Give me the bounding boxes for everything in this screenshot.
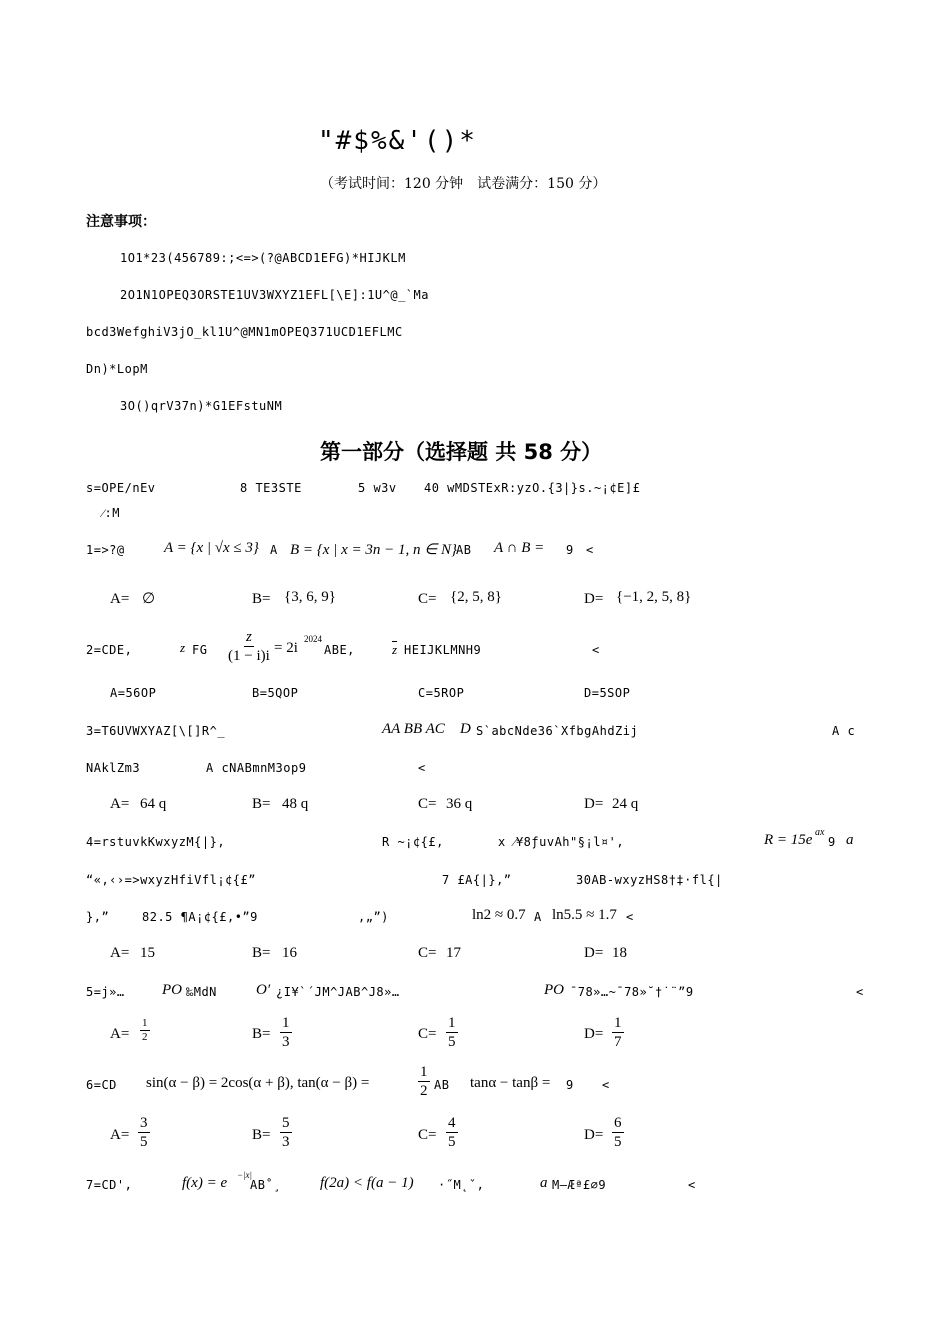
q5-stem-g: < [856, 985, 864, 999]
q7-function: f(x) = e [182, 1175, 228, 1191]
q1-stem-d: AB [456, 543, 472, 557]
q2-frac-num: z [245, 629, 252, 645]
q6-stem-e: < [602, 1078, 610, 1092]
q1-number: 1=>?@ [86, 543, 125, 557]
q1-stem-f: 9 [566, 543, 574, 557]
q4-exponent: ax [815, 827, 825, 838]
section-intro-a: s=OPE/nEv [86, 481, 156, 495]
q4-line2-b: 7 £A{|},” [442, 873, 512, 887]
section-intro-e: ⁄:M [102, 506, 120, 520]
q6-option-d-label: D= [584, 1127, 604, 1143]
q3-option-a-label: A= [110, 796, 130, 812]
q3-option-c-value: 36 q [446, 796, 473, 812]
q2-exponent: 2024 [304, 634, 322, 644]
q4-number: 4=rstuvkKwxyzM{|}, [86, 835, 226, 849]
q4-option-d-label: D= [584, 945, 604, 961]
q3-option-b-value: 48 q [282, 796, 309, 812]
q1-intersection: A ∩ B = [494, 540, 545, 556]
q2-stem-d: ABE, [324, 643, 355, 657]
section-intro-d: 40 wMDSTExR:yzO.{3|}s.~¡¢E]£ [424, 481, 641, 495]
q4-option-c-value: 17 [446, 945, 461, 961]
section-intro-c: 5 w3v [358, 481, 397, 495]
q4-option-d-value: 18 [612, 945, 627, 961]
q7-stem-g: < [688, 1178, 696, 1192]
q7-stem-f: M—Æª£∅9 [552, 1178, 607, 1192]
notice-item-2a: 2O1N1OPEQ3ORSTE1UV3WXYZ1EFL[\E]:1U^@_`Ma [120, 288, 429, 302]
q1-stem-g: < [586, 543, 594, 557]
q2-stem-f: HEIJKLMNH9 [404, 643, 482, 657]
q1-option-d-value: {−1, 2, 5, 8} [616, 589, 692, 605]
q7-stem-d: ·˝M˛ˇ, [438, 1178, 485, 1192]
q4-formula: R = 15e [764, 832, 813, 848]
q3-line2-c: < [418, 761, 426, 775]
q6-frac-den: 2 [420, 1083, 428, 1099]
q6-option-c-label: C= [418, 1127, 437, 1143]
q1-option-a-value: ∅ [142, 591, 156, 607]
q6-frac-num: 1 [420, 1064, 428, 1080]
q5-d-num: 1 [614, 1015, 622, 1031]
q2-equals: = 2i [274, 640, 298, 656]
q7-var-a: a [540, 1175, 548, 1191]
section-title: 第一部分（选择题 共 58 分） [320, 440, 603, 464]
q6-option-b-label: B= [252, 1127, 271, 1143]
q6-option-a-frac [138, 1114, 150, 1151]
q2-option-d: D=5SOP [584, 686, 631, 700]
q5-stem-b: ‰MdN [186, 985, 217, 999]
q7-stem-b: AB˚¸ [250, 1178, 281, 1192]
q5-a-num: 1 [142, 1017, 148, 1029]
q4-option-c-label: C= [418, 945, 437, 961]
q6-option-b-frac [280, 1114, 292, 1151]
q2-option-a: A=56OP [110, 686, 157, 700]
q5-option-c-frac [446, 1014, 458, 1051]
exam-title: "#$%&'()* [318, 126, 477, 156]
q5-option-a-label: A= [110, 1026, 130, 1042]
q2-number: 2=CDE, [86, 643, 133, 657]
q6-a-num: 3 [140, 1115, 148, 1131]
q4-line3-g: < [626, 910, 634, 924]
q4-option-b-label: B= [252, 945, 271, 961]
q7-number: 7=CD', [86, 1178, 133, 1192]
q2-conj-z: $\overline{z}$ [392, 642, 398, 657]
notice-item-3: 3O()qrV37n)*G1EFstuNM [120, 399, 283, 413]
q1-option-b-label: B= [252, 591, 271, 607]
q1-option-c-value: {2, 5, 8} [450, 589, 502, 605]
q1-set-b: B = {x | x = 3n − 1, n ∈ N} [290, 542, 458, 558]
q4-option-a-value: 15 [140, 945, 155, 961]
q6-a-den: 5 [140, 1134, 148, 1150]
q2-stem-g: < [592, 643, 600, 657]
q6-c-den: 5 [448, 1134, 456, 1150]
q4-stem-b: x ⁄¥8ƒuvAh"§¡l¤', [498, 835, 625, 849]
q5-oprime: O′ [256, 982, 271, 998]
q4-line3-b: 82.5 ¶A¡¢{£,•”9 [142, 910, 258, 924]
q4-line3-c: ‚„”) [358, 910, 389, 924]
q2-option-c: C=5ROP [418, 686, 465, 700]
q5-b-den: 3 [282, 1034, 290, 1050]
q3-stem-c: S`abcNde36`XfbgAhdZij [476, 724, 639, 738]
exam-subtitle: （考试时间：120 分钟 试卷满分：150 分） [320, 176, 607, 192]
q3-number: 3=T6UVWXYAZ[\[]R^_ [86, 724, 226, 738]
q1-option-d-label: D= [584, 591, 604, 607]
q3-line2-a: NAklZm3 [86, 761, 141, 775]
q6-option-a-label: A= [110, 1127, 130, 1143]
q4-stem-a: R ~¡¢{£, [382, 835, 444, 849]
q3-line2-b: A cNABmnM3op9 [206, 761, 307, 775]
q4-line2-a: “«,‹›=>wxyzHfiVfl¡¢{£” [86, 873, 256, 887]
q2-fraction [226, 628, 272, 665]
q3-stem-d: A c [832, 724, 856, 738]
q5-d-den: 7 [614, 1034, 622, 1050]
q3-option-a-value: 64 q [140, 796, 167, 812]
q3-option-d-value: 24 q [612, 796, 639, 812]
q6-stem-d: 9 [566, 1078, 574, 1092]
q2-frac-den: (1 − i)i [228, 648, 270, 664]
q6-stem-b: AB [434, 1078, 450, 1092]
notice-item-2b: bcd3WefghiV3jO_kl1U^@MN1mOPEQ371UCD1EFLMC [86, 325, 403, 339]
q5-option-d-frac [612, 1014, 624, 1051]
q1-option-b-value: {3, 6, 9} [284, 589, 336, 605]
q5-option-b-label: B= [252, 1026, 271, 1042]
q6-c-num: 4 [448, 1115, 456, 1131]
q4-var-a: a [846, 832, 854, 848]
section-intro-b: 8 TE3STE [240, 481, 302, 495]
notice-item-2c: Dn)*LopM [86, 362, 148, 376]
q1-option-a-label: A= [110, 591, 130, 607]
q5-b-num: 1 [282, 1015, 290, 1031]
q5-c-num: 1 [448, 1015, 456, 1031]
q6-target: tanα − tanβ = [470, 1075, 551, 1091]
q4-stem-d: 9 [828, 835, 836, 849]
q5-option-d-label: D= [584, 1026, 604, 1042]
q1-set-a: A = {x | √x ≤ 3} [164, 540, 259, 556]
q6-option-d-frac [612, 1114, 624, 1151]
q5-option-c-label: C= [418, 1026, 437, 1042]
q5-number: 5=j»… [86, 985, 125, 999]
notice-heading: 注意事项： [86, 214, 156, 230]
q7-exponent: −|x| [237, 1170, 253, 1180]
q6-fraction [418, 1063, 430, 1100]
q4-option-a-label: A= [110, 945, 130, 961]
q6-b-den: 3 [282, 1134, 290, 1150]
q5-stem-f: ¯78»…~¯78»˘†˙¨”9 [570, 985, 694, 999]
q6-equation: sin(α − β) = 2cos(α + β), tan(α − β) = [146, 1075, 370, 1091]
q3-option-c-label: C= [418, 796, 437, 812]
q6-d-num: 6 [614, 1115, 622, 1131]
q5-option-b-frac [280, 1014, 292, 1051]
q3-points: AA BB AC [382, 721, 445, 737]
q2-stem-b: FG [192, 643, 208, 657]
q7-inequality: f(2a) < f(a − 1) [320, 1175, 414, 1191]
q4-option-b-value: 16 [282, 945, 297, 961]
q6-option-c-frac [446, 1114, 458, 1151]
q5-po-2: PO [544, 982, 564, 998]
q4-line2-c: 30AB-wxyzHS8†‡·fl{| [576, 873, 723, 887]
q4-ln55: ln5.5 ≈ 1.7 [552, 907, 617, 923]
q5-c-den: 5 [448, 1034, 456, 1050]
q3-option-b-label: B= [252, 796, 271, 812]
q5-stem-d: ¿I¥`´JM^JAB^J8»… [276, 985, 400, 999]
q2-option-b: B=5QOP [252, 686, 299, 700]
q6-b-num: 5 [282, 1115, 290, 1131]
q4-line3-a: },” [86, 910, 110, 924]
q6-d-den: 5 [614, 1134, 622, 1150]
q2-var-z: z [180, 640, 186, 655]
q3-point-d: D [460, 721, 471, 737]
q5-po: PO [162, 982, 182, 998]
q1-stem-b: A [270, 543, 278, 557]
q5-a-den: 2 [142, 1031, 148, 1043]
q4-ln2: ln2 ≈ 0.7 [472, 907, 526, 923]
q1-option-c-label: C= [418, 591, 437, 607]
q6-number: 6=CD [86, 1078, 117, 1092]
q5-option-a-frac [140, 1017, 150, 1044]
notice-item-1: 1O1*23(456789:;<=>(?@ABCD1EFG)*HIJKLM [120, 251, 406, 265]
q4-line3-e: A [534, 910, 542, 924]
q3-option-d-label: D= [584, 796, 604, 812]
